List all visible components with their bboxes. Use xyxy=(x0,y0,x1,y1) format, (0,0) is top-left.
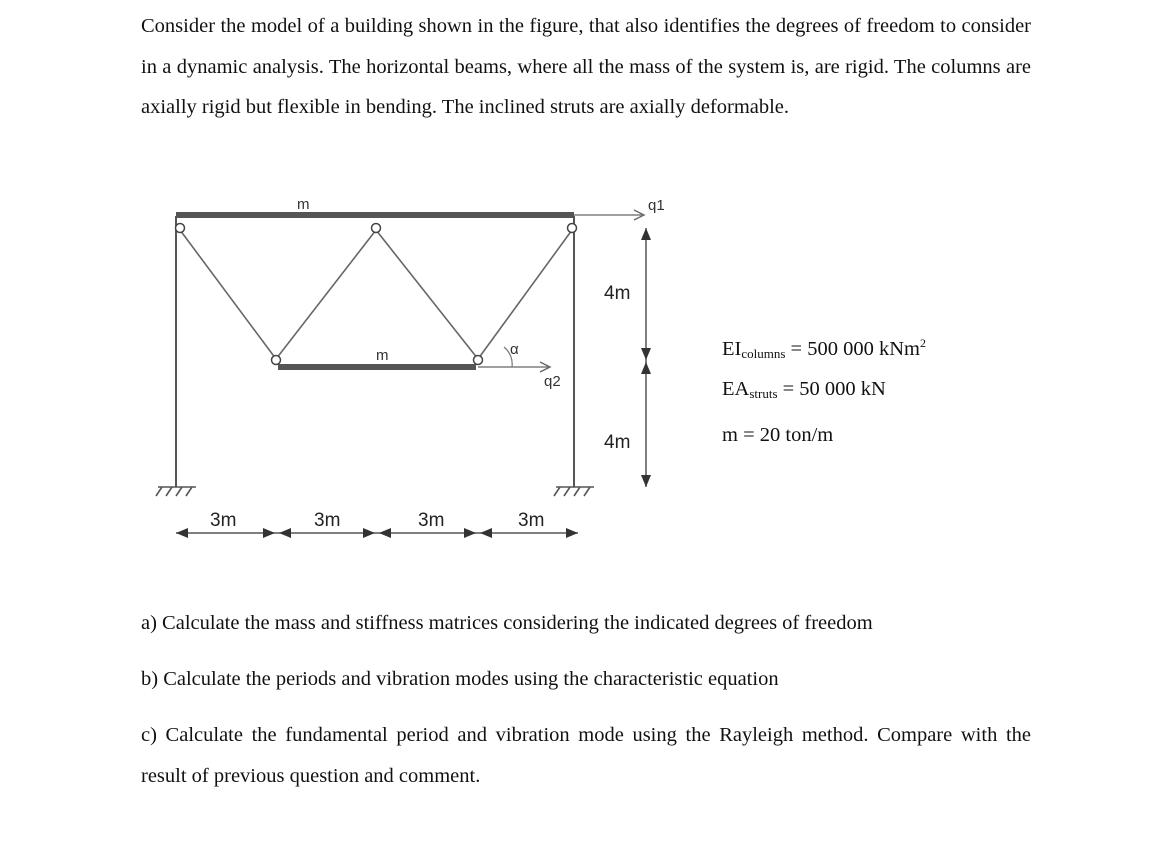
top-beam-mass-label: m xyxy=(297,196,310,213)
height-upper-label: 4m xyxy=(604,283,631,304)
angle-alpha-label: α xyxy=(510,341,519,358)
right-fixed-support xyxy=(554,487,594,496)
strut xyxy=(180,230,276,359)
question-a: a) Calculate the mass and stiffness matrices considering the indicated degrees of freedom xyxy=(141,612,873,634)
question-c: c) Calculate the fundamental period and vibration mode using the Rayleigh method. Compare with the result of previous question and comment. xyxy=(141,724,1031,787)
mid-beam-mass-label: m xyxy=(376,347,389,364)
dof-q2-label: q2 xyxy=(544,373,561,390)
hinge xyxy=(272,356,281,365)
height-lower-label: 4m xyxy=(604,432,631,453)
question-b: b) Calculate the periods and vibration modes using the characteristic equation xyxy=(141,668,779,690)
span-label-1: 3m xyxy=(210,510,237,531)
hinge xyxy=(176,224,185,233)
mass-property: m = 20 ton/m xyxy=(722,424,834,446)
hinge xyxy=(372,224,381,233)
span-label-3: 3m xyxy=(418,510,445,531)
strut xyxy=(478,230,572,359)
hinge xyxy=(474,356,483,365)
hinge xyxy=(568,224,577,233)
left-fixed-support xyxy=(156,487,196,496)
problem-statement: Consider the model of a building shown in the figure, that also identifies the degrees of freedom to consider in a dynamic analysis. The horizontal beams, where all the mass of the system is, are rigid. The columns are axially rigid but flexible in bending. The inclined struts are axially deformable. xyxy=(141,15,1031,118)
ei-columns-property: $EI_{columns} = 500$ 000 kNm$^2$ xyxy=(722,336,926,361)
span-label-4: 3m xyxy=(518,510,545,531)
ea-struts-property: $EA_{struts} = 50$ 000 kN xyxy=(722,378,886,401)
strut xyxy=(276,230,376,359)
span-label-2: 3m xyxy=(314,510,341,531)
dof-q1-label: q1 xyxy=(648,197,665,214)
strut xyxy=(376,230,478,359)
